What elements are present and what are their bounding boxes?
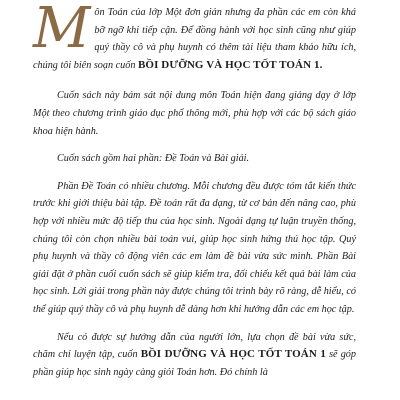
exercises-paragraph: Phần Đề Toán có nhiều chương. Mỗi chương đều được tóm tắt kiến thức trước khi giới thiệu bài tập. Đề toán rất đa dạng, từ cơ bản đến nâng cao, phù hợp với nhiều mức độ tiếp thu của học sinh. Ngoài dạng tự luận truyền thống, chúng tôi còn chọn nhiều bài toán vui, giúp học sinh hứng thú học tập. Quý phụ huynh và thầy cô động viên các em làm đề bài vừa sức mình. Phần Bài giải đặt ở phần cuối cuốn sách sẽ giúp kiểm tra, đối chiếu kết quả bài làm của học sinh. Lời giải trong phần này được chúng tôi trình bày rõ ràng, dễ hiểu, có thể giúp quý thầy cô và phụ huynh dễ dàng hơn khi hướng dẫn các em học tập.: [33, 180, 356, 315]
intro-paragraph: [33, 0, 356, 74]
book-title-bold: BỒI DƯỠNG VÀ HỌC TỐT TOÁN 1: [137, 58, 320, 71]
book-title-bold-closing: BỒI DƯỠNG VÀ HỌC TỐT TOÁN 1: [140, 348, 326, 361]
drop-cap-letter: M: [33, 0, 91, 61]
closing-paragraph: [33, 329, 356, 382]
closing-text-start: Nếu có được sự hướng dẫn của người lớn, lựa chọn đề bài vừa sức, chăm chỉ luyện tập, cuốn: [33, 331, 356, 361]
intro-text-end: .: [319, 58, 323, 71]
closing-text-end: sẽ góp phần giúp học sinh ngày càng giỏi Toán hơn. Đó chính là: [33, 349, 356, 378]
structure-paragraph: Cuốn sách gồm hai phần: Đề Toán và Bài giải.: [57, 153, 250, 165]
intro-text-start: ôn Toán của lớp Một đơn giản nhưng đa phần các em còn khá bỡ ngỡ khi tiếp cận. Để đồng hành với học sinh cũng như giúp quý thầy cô và phụ huynh có thêm tài liệu tham khảo hữu ích, chúng tôi biên soạn cuốn: [33, 7, 356, 71]
curriculum-paragraph: Cuốn sách này bám sát nội dung môn Toán hiện đang giảng dạy ở lớp Một theo chương trình giáo dục phổ thông mới, phù hợp với các bộ sách giáo khoa hiện hành.: [33, 90, 356, 137]
